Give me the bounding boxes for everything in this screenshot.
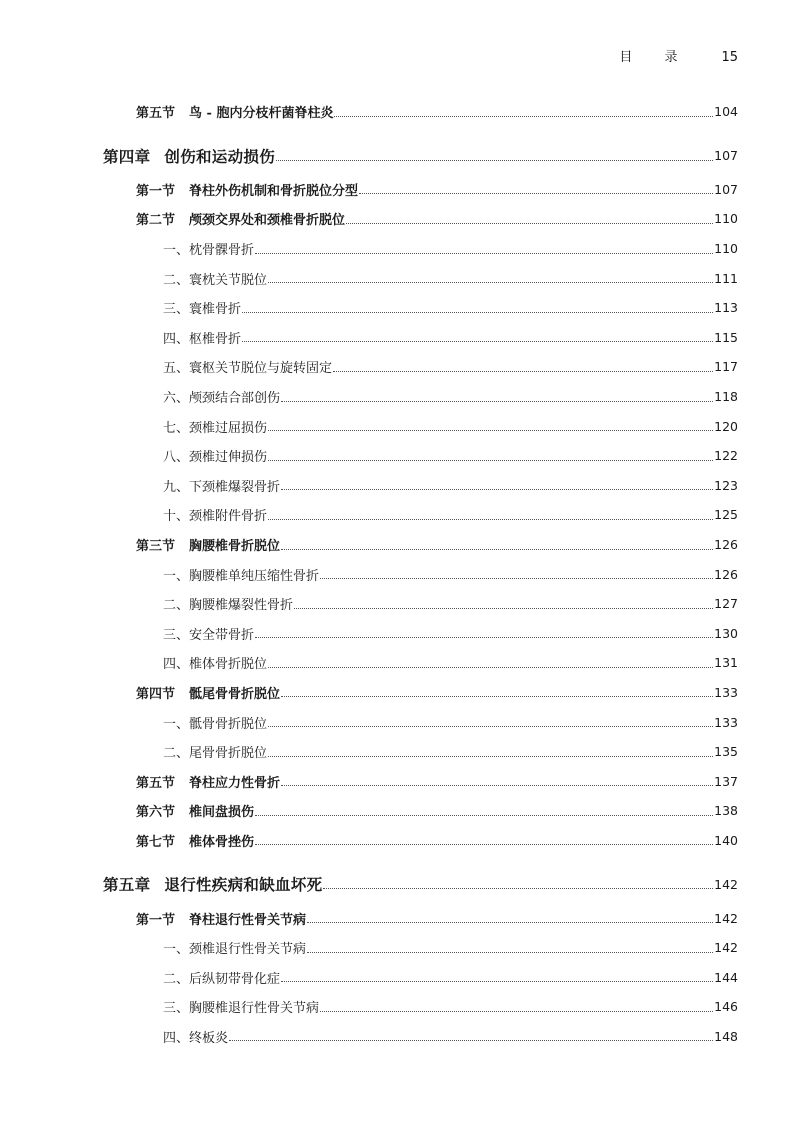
dot-leader — [281, 548, 713, 550]
toc-entry-number: 第四节 — [136, 686, 176, 702]
toc-entry-page: 137 — [714, 773, 738, 789]
header-page-number: 15 — [721, 50, 738, 65]
toc-item-entry[interactable] — [0, 589, 800, 619]
dot-leader — [255, 252, 713, 254]
toc-entry-label — [163, 298, 241, 317]
toc-chapter-entry[interactable] — [0, 137, 800, 175]
dot-leader — [359, 192, 713, 194]
toc-entry-label — [136, 102, 333, 121]
toc-entry-page: 113 — [714, 300, 738, 316]
toc-entry-page: 117 — [714, 359, 738, 375]
toc-entry-label — [163, 357, 332, 376]
toc-entry-page: 126 — [714, 566, 738, 582]
toc-entry-title: 四、椎体骨折脱位 — [163, 657, 268, 673]
toc-entry-page: 115 — [714, 329, 738, 345]
toc-entry-page: 144 — [714, 969, 738, 985]
toc-entry-page: 135 — [714, 744, 738, 760]
toc-entry-label — [163, 505, 267, 524]
toc-entry-label — [163, 938, 306, 957]
dot-leader — [294, 607, 713, 609]
toc-item-entry[interactable] — [0, 411, 800, 441]
toc-entry-label — [136, 535, 280, 554]
toc-item-entry[interactable] — [0, 962, 800, 992]
dot-leader — [242, 340, 713, 342]
toc-entry-label — [163, 968, 280, 987]
toc-entry-label — [163, 997, 319, 1016]
toc-entry-label — [163, 594, 293, 613]
toc-entry-title: 六、颅颈结合部创伤 — [163, 391, 281, 407]
dot-leader — [333, 370, 713, 372]
toc-item-entry[interactable] — [0, 1022, 800, 1052]
toc-item-entry[interactable] — [0, 382, 800, 412]
toc-entry-label — [163, 239, 254, 258]
toc-section-entry[interactable] — [0, 97, 800, 127]
toc-entry-page: 127 — [714, 596, 738, 612]
toc-entry-title: 一、颈椎退行性骨关节病 — [163, 942, 307, 958]
toc-entry-page: 131 — [714, 655, 738, 671]
toc-item-entry[interactable] — [0, 559, 800, 589]
toc-entry-title: 椎体骨挫伤 — [189, 834, 255, 850]
toc-entry-page: 122 — [714, 448, 738, 464]
toc-entry-label — [163, 742, 267, 761]
toc-entry-page: 146 — [714, 999, 738, 1015]
toc-entry-page: 104 — [714, 104, 738, 120]
dot-leader — [320, 1010, 713, 1012]
toc-entry-title: 鸟 - 胞内分枝杆菌脊柱炎 — [189, 106, 334, 122]
toc-entry-page: 133 — [714, 684, 738, 700]
dot-leader — [281, 980, 713, 982]
toc-section-entry[interactable] — [0, 530, 800, 560]
toc-entry-page: 140 — [714, 832, 738, 848]
toc-entry-number: 第三节 — [136, 539, 176, 555]
toc-entry-page: 118 — [714, 389, 738, 405]
toc-entry-page: 125 — [714, 507, 738, 523]
toc-entry-label — [163, 269, 267, 288]
toc-entry-page: 126 — [714, 537, 738, 553]
toc-chapter-entry[interactable] — [0, 865, 800, 903]
toc-entry-label — [163, 624, 254, 643]
toc-entry-title: 三、胸腰椎退行性骨关节病 — [163, 1001, 320, 1017]
toc-entry-title: 骶尾骨骨折脱位 — [189, 686, 281, 702]
dot-leader — [307, 921, 713, 923]
toc-entry-number: 第二节 — [136, 213, 176, 229]
toc-entry-title: 退行性疾病和缺血坏死 — [164, 876, 323, 895]
toc-entry-page: 142 — [714, 876, 738, 892]
toc-entry-label — [136, 909, 306, 928]
toc-entry-title: 二、尾骨骨折脱位 — [163, 746, 268, 762]
toc-entry-page: 130 — [714, 625, 738, 641]
dot-leader — [276, 159, 713, 161]
toc-item-entry[interactable] — [0, 707, 800, 737]
toc-entry-title: 三、寰椎骨折 — [163, 302, 242, 318]
toc-entry-label — [136, 209, 345, 228]
toc-section-entry[interactable] — [0, 796, 800, 826]
toc-section-entry[interactable] — [0, 204, 800, 234]
toc-item-entry[interactable] — [0, 441, 800, 471]
toc-entry-page: 110 — [714, 211, 738, 227]
dot-leader — [268, 518, 713, 520]
dot-leader — [281, 488, 713, 490]
toc-entry-title: 七、颈椎过屈损伤 — [163, 420, 268, 436]
toc-entry-page: 148 — [714, 1028, 738, 1044]
toc-entry-page: 107 — [714, 181, 738, 197]
toc-item-entry[interactable] — [0, 352, 800, 382]
toc-item-entry[interactable] — [0, 293, 800, 323]
toc-entry-title: 脊柱应力性骨折 — [189, 775, 281, 791]
header-title: 目 录 — [619, 50, 692, 65]
dot-leader — [346, 222, 713, 224]
dot-leader — [307, 951, 713, 953]
toc-entry-label — [103, 145, 275, 167]
toc-entry-page: 123 — [714, 477, 738, 493]
toc-entry-title: 二、胸腰椎爆裂性骨折 — [163, 598, 294, 614]
toc-entry-label — [163, 387, 280, 406]
toc-entry-page: 120 — [714, 418, 738, 434]
dot-leader — [281, 400, 713, 402]
toc-item-entry[interactable] — [0, 933, 800, 963]
dot-leader — [268, 429, 713, 431]
toc-item-entry[interactable] — [0, 648, 800, 678]
toc-item-entry[interactable] — [0, 500, 800, 530]
toc-item-entry[interactable] — [0, 619, 800, 649]
toc-entry-title: 二、寰枕关节脱位 — [163, 272, 268, 288]
table-of-contents — [0, 97, 800, 1051]
toc-entry-number: 第七节 — [136, 834, 176, 850]
toc-entry-page: 142 — [714, 940, 738, 956]
toc-section-entry[interactable] — [0, 826, 800, 856]
toc-entry-number: 第一节 — [136, 912, 176, 928]
toc-entry-title: 九、下颈椎爆裂骨折 — [163, 479, 281, 495]
dot-leader — [268, 666, 713, 668]
toc-entry-title: 脊柱退行性骨关节病 — [189, 912, 307, 928]
dot-leader — [229, 1039, 713, 1041]
toc-entry-label — [163, 476, 280, 495]
toc-section-entry[interactable] — [0, 766, 800, 796]
toc-entry-number: 第四章 — [103, 147, 151, 166]
toc-entry-title: 颅颈交界处和颈椎骨折脱位 — [189, 213, 346, 229]
toc-item-entry[interactable] — [0, 263, 800, 293]
toc-section-entry[interactable] — [0, 175, 800, 205]
toc-entry-number: 第五章 — [103, 876, 151, 895]
toc-entry-title: 四、终板炎 — [163, 1030, 229, 1046]
toc-item-entry[interactable] — [0, 992, 800, 1022]
dot-leader — [320, 577, 713, 579]
dot-leader — [242, 311, 713, 313]
toc-entry-title: 一、胸腰椎单纯压缩性骨折 — [163, 568, 320, 584]
dot-leader — [334, 115, 713, 117]
toc-item-entry[interactable] — [0, 471, 800, 501]
toc-section-entry[interactable] — [0, 903, 800, 933]
toc-item-entry[interactable] — [0, 234, 800, 264]
toc-entry-label — [136, 772, 280, 791]
toc-entry-label — [136, 180, 358, 199]
dot-leader — [268, 755, 713, 757]
toc-entry-page: 111 — [714, 270, 738, 286]
toc-entry-label — [163, 565, 319, 584]
toc-entry-title: 椎间盘损伤 — [189, 805, 255, 821]
dot-leader — [281, 695, 713, 697]
toc-entry-title: 四、枢椎骨折 — [163, 331, 242, 347]
toc-entry-title: 五、寰枢关节脱位与旋转固定 — [163, 361, 333, 377]
toc-entry-title: 一、骶骨骨折脱位 — [163, 716, 268, 732]
toc-entry-page: 142 — [714, 910, 738, 926]
dot-leader — [255, 636, 713, 638]
toc-entry-number: 第一节 — [136, 183, 176, 199]
toc-item-entry[interactable] — [0, 737, 800, 767]
toc-entry-page: 110 — [714, 241, 738, 257]
running-header — [619, 46, 738, 65]
toc-entry-title: 十、颈椎附件骨折 — [163, 509, 268, 525]
toc-entry-title: 胸腰椎骨折脱位 — [189, 539, 281, 555]
toc-section-entry[interactable] — [0, 678, 800, 708]
toc-entry-number: 第六节 — [136, 805, 176, 821]
toc-entry-title: 二、后纵韧带骨化症 — [163, 971, 281, 987]
toc-entry-label — [136, 683, 280, 702]
toc-entry-title: 创伤和运动损伤 — [164, 147, 276, 166]
toc-entry-label — [163, 713, 267, 732]
toc-entry-title: 一、枕骨髁骨折 — [163, 243, 255, 259]
dot-leader — [255, 814, 713, 816]
dot-leader — [255, 843, 713, 845]
toc-entry-label — [103, 873, 322, 895]
toc-entry-number: 第五节 — [136, 775, 176, 791]
toc-entry-title: 脊柱外伤机制和骨折脱位分型 — [189, 183, 359, 199]
toc-entry-title: 三、安全带骨折 — [163, 627, 255, 643]
dot-leader — [268, 725, 713, 727]
toc-entry-label — [136, 801, 254, 820]
toc-entry-label — [163, 1027, 228, 1046]
toc-entry-page: 107 — [714, 148, 738, 164]
dot-leader — [323, 887, 713, 889]
toc-entry-number: 第五节 — [136, 106, 176, 122]
toc-entry-page: 138 — [714, 803, 738, 819]
dot-leader — [268, 281, 713, 283]
toc-entry-label — [163, 446, 267, 465]
toc-entry-label — [163, 417, 267, 436]
toc-entry-title: 八、颈椎过伸损伤 — [163, 450, 268, 466]
toc-entry-label — [136, 831, 254, 850]
toc-entry-page: 133 — [714, 714, 738, 730]
dot-leader — [281, 784, 713, 786]
toc-entry-label — [163, 653, 267, 672]
dot-leader — [268, 459, 713, 461]
toc-item-entry[interactable] — [0, 323, 800, 353]
toc-entry-label — [163, 328, 241, 347]
